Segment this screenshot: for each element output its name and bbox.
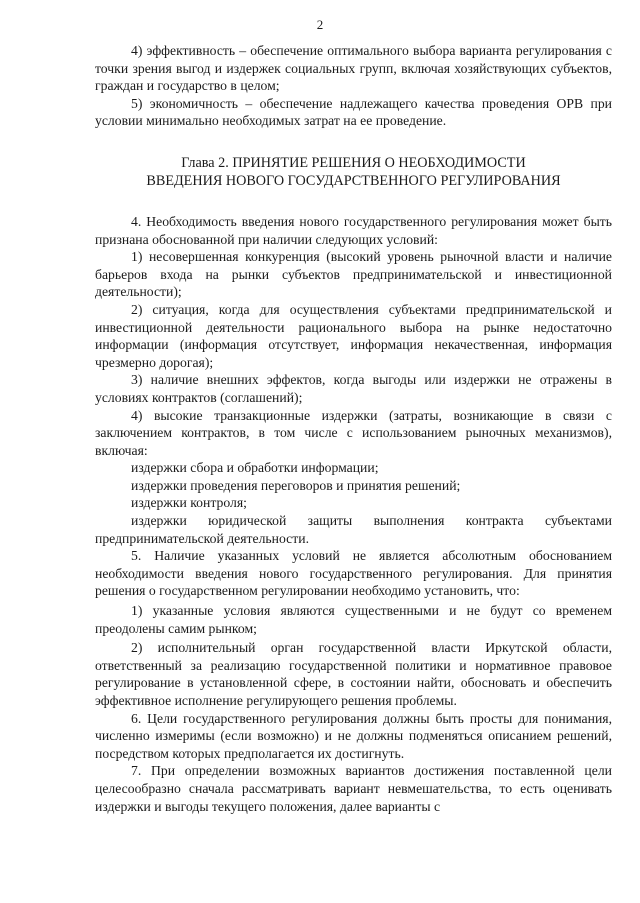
paragraph-efficiency: 4) эффективность – обеспечение оптимального выбора варианта регулирования с точки зрения выгод и издержек социальных групп, включая хозяйствующих субъектов, граждан и государство в целом; [95,43,612,94]
paragraph-7: 7. При определении возможных вариантов достижения поставленной цели целесообразно сначала рассматривать вариант невмешательства, то есть оценивать издержки и выгоды текущего положения, далее варианты с [95,763,612,814]
chapter-heading-line-1: Глава 2. ПРИНЯТИЕ РЕШЕНИЯ О НЕОБХОДИМОСТИ [181,154,526,171]
requirement-2: 2) исполнительный орган государственной власти Иркутской области, ответственный за реализацию государственной политики и нормативное правовое регулирование в установленной сфере, в состоянии найти, обосновать и обеспечить эффективное исполнение регулирующего решения проблемы. [95,640,612,708]
paragraph-4: 4. Необходимость введения нового государственного регулирования может быть признана обоснованной при наличии следующих условий: [95,213,612,247]
cost-item-1: издержки сбора и обработки информации; [131,460,379,476]
document-body [95,42,612,815]
condition-2: 2) ситуация, когда для осуществления субъектами предпринимательской и инвестиционной деятельности рационального выбора на рынке недостаточно информации (информация отсутствует, информация некачественная, информация чрезмерно дорогая); [95,301,612,370]
requirement-1: 1) указанные условия являются существенными и не будут со временем преодолены самим рынком; [95,603,612,636]
cost-item-4: издержки юридической защиты выполнения контракта субъектами предпринимательской деятельности. [95,513,612,546]
paragraph-economy: 5) экономичность – обеспечение надлежащего качества проведения ОРВ при условии минимально необходимых затрат на ее проведение. [95,95,612,129]
paragraph-5: 5. Наличие указанных условий не является абсолютным обоснованием необходимости введения нового государственного регулирования. Для принятия решения о государственном регулировании необходимо установить, что: [95,548,612,599]
chapter-heading [95,154,612,190]
cost-item-3: издержки контроля; [131,495,247,511]
page-number: 2 [316,17,324,32]
condition-4: 4) высокие транзакционные издержки (затраты, возникающие в связи с заключением контрактов, в том числе с использованием рыночных механизмов), включая: [95,407,612,458]
condition-1: 1) несовершенная конкуренция (высокий уровень рыночной власти и наличие барьеров входа на рынки субъектов предпринимательской и инвестиционной деятельности); [95,249,612,300]
paragraph-6: 6. Цели государственного регулирования должны быть просты для понимания, численно измеримы (если возможно) и не должны подменяться описанием решений, посредством которых предполагается их достигнуть. [95,710,612,761]
cost-item-2: издержки проведения переговоров и принятия решений; [131,477,461,493]
chapter-heading-line-2: ВВЕДЕНИЯ НОВОГО ГОСУДАРСТВЕННОГО РЕГУЛИРОВАНИЯ [146,172,561,189]
condition-3: 3) наличие внешних эффектов, когда выгоды или издержки не отражены в условиях контрактов (соглашений); [95,372,612,405]
